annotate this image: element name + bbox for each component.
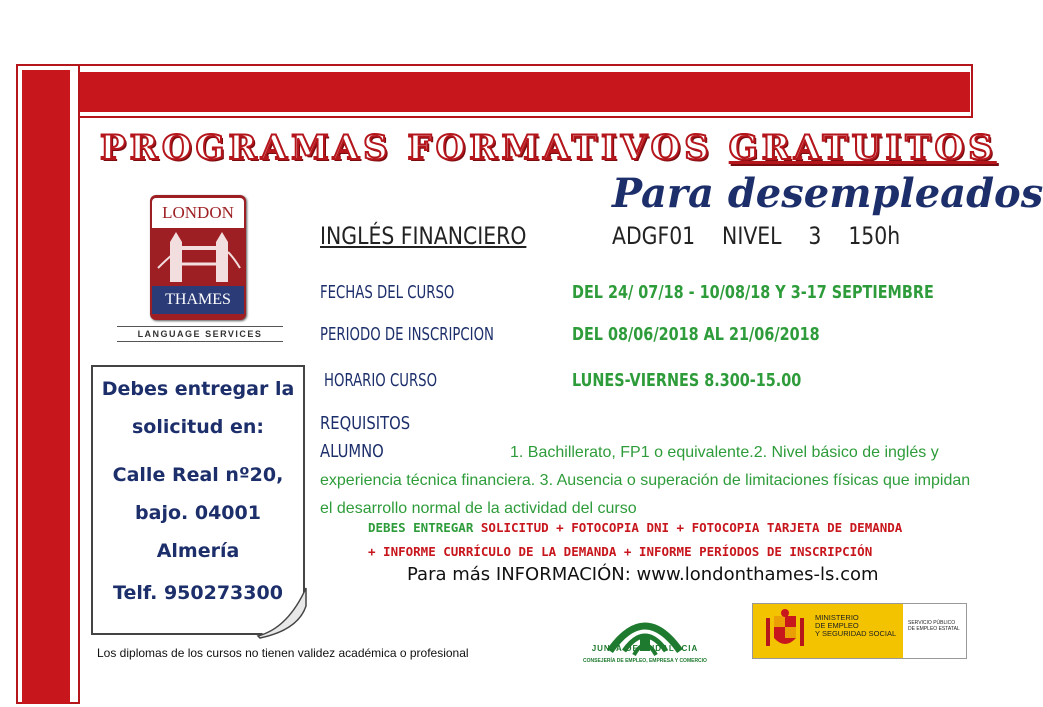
schedule-value: LUNES-VIERNES 8.300-15.00 [572,370,802,391]
address-note-text [93,370,303,612]
note-line: Debes entregar la [101,378,295,400]
schedule-label: HORARIO CURSO [324,370,438,391]
course-code: ADGF01 [612,222,696,250]
ministerio-text [815,614,896,638]
note-line: solicitud en: [132,416,264,438]
note-line: Calle Real nº20, [112,464,284,486]
spe-line: DE EMPLEO ESTATAL [908,626,960,632]
note-line: bajo. 04001 [135,502,261,524]
course-code-line [612,222,900,250]
ministerio-line: MINISTERIO [815,613,859,622]
page-subtitle: Para desempleados [612,170,1043,217]
logo-text-bottom: THAMES [152,286,244,314]
note-line: Almería [156,540,240,562]
course-name: INGLÉS FINANCIERO [320,222,527,250]
spanish-coat-of-arms-icon [762,608,808,654]
registration-label: PERIODO DE INSCRIPCION [320,324,494,345]
dates-value: DEL 24/ 07/18 - 10/08/18 Y 3-17 SEPTIEMBRE [572,282,934,303]
note-line: Telf. 950273300 [113,582,283,604]
deliver-documents [368,516,998,564]
more-info-link[interactable]: Para más INFORMACIÓN: www.londonthames-ls.com [407,564,879,585]
spe-text [908,620,960,632]
page-title: PROGRAMAS FORMATIVOS GRATUITOS [100,128,997,168]
requirements-label: REQUISITOS ALUMNO [320,413,411,462]
logo-text-top: LONDON [152,198,244,228]
deliver-lead: DEBES ENTREGAR [368,520,481,535]
deliver-line2: + INFORME CURRÍCULO DE LA DEMANDA + INFORME PERÍODOS DE INSCRIPCIÓN [368,544,873,559]
ministerio-line: DE EMPLEO [815,621,859,630]
course-level: NIVEL 3 [722,222,822,250]
course-hours: 150h [848,222,901,250]
registration-value: DEL 08/06/2018 AL 21/06/2018 [572,324,820,345]
disclaimer: Los diplomas de los cursos no tienen validez académica o profesional [97,646,469,660]
dates-label: FECHAS DEL CURSO [320,282,455,303]
junta-dept: CONSEJERÍA DE EMPLEO, EMPRESA Y COMERCIO [583,658,707,664]
deliver-line1: SOLICITUD + FOTOCOPIA DNI + FOTOCOPIA TARJETA DE DEMANDA [480,520,903,535]
tower-bridge-icon [158,228,240,286]
junta-name: JUNTA DE ANDALUCIA [591,644,699,653]
top-red-bar [80,72,970,112]
left-red-bar [22,70,70,704]
requirements [320,410,980,523]
requirements-text: 1. Bachillerato, FP1 o equivalente.2. Nivel básico de inglés y experiencia técnica financiera. 3. Ausencia o superación de limitaciones físicas que impidan el desarrollo normal de la actividad del curso [320,444,971,517]
spe-line: SERVICIO PÚBLICO [908,620,956,626]
ministerio-line: Y SEGURIDAD SOCIAL [815,629,897,638]
logo-subtitle: LANGUAGE SERVICES [117,326,283,342]
